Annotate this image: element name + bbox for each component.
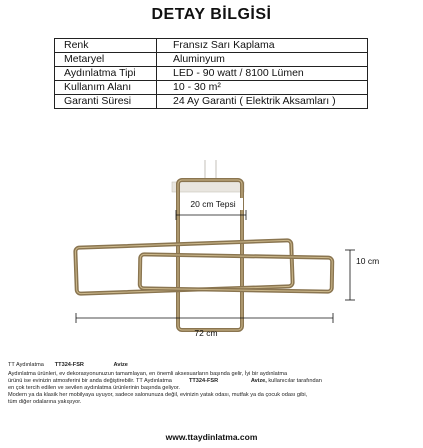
spec-value: 10 - 30 m² — [157, 81, 368, 95]
spec-row — [55, 67, 368, 81]
spec-value: Aluminyum — [157, 53, 368, 67]
footer-category: Avize — [113, 362, 128, 368]
spec-row — [55, 53, 368, 67]
spec-label: Kullanım Alanı — [55, 81, 157, 95]
footer-text-1: Aydınlatma ürünleri, ev dekorasyonunuzun tamamlayan, en önemli aksesuarların başında gelir, İyi bir aydınlatma — [8, 371, 288, 377]
spec-row — [55, 95, 368, 109]
spec-label: Renk — [55, 39, 157, 53]
product-drawing — [0, 160, 423, 360]
spec-value: Fransız Sarı Kaplama — [157, 39, 368, 53]
spec-label: Aydınlatma Tipi — [55, 67, 157, 81]
spec-label: Metaryel — [55, 53, 157, 67]
spec-label: Garanti Süresi — [55, 95, 157, 109]
frame-wide — [75, 240, 292, 294]
footer-product-line — [8, 362, 128, 369]
footer-text-2a: ürünü ise evinizin atmosferini bir anda değiştirebilir. TT Aydınlatma — [8, 378, 172, 384]
spec-value: 24 Ay Garanti ( Elektrik Aksamları ) — [157, 95, 368, 109]
spec-row — [55, 81, 368, 95]
footer-text-2 — [8, 378, 322, 385]
footer-text-2-code: TT324-FSR — [188, 378, 219, 384]
footer-text-4: Modern ya da klasik her mobilyaya uyuyor, sadece salonunuza değil, evinizin yatak odası, mutfak ya da çocuk odası gibi, — [8, 392, 308, 398]
dimension-height — [345, 250, 355, 300]
spec-row — [55, 39, 368, 53]
ceiling-tray — [172, 182, 244, 192]
dimension-width-label: 72 cm — [194, 328, 218, 338]
page-title: DETAY BİLGİSİ — [151, 6, 272, 23]
frame-lower — [140, 254, 333, 291]
dimension-height-label: 10 cm — [356, 256, 380, 266]
dimension-top — [176, 210, 246, 220]
spec-value: LED - 90 watt / 8100 Lümen — [157, 67, 368, 81]
footer-code: TT324-FSR — [54, 362, 84, 368]
dimension-width — [76, 313, 333, 323]
dimension-top-label: 20 cm Tepsi — [190, 199, 236, 209]
spec-table — [54, 38, 368, 109]
footer-text-2-cat: Avize, — [250, 378, 267, 384]
footer-text-5: tüm diğer odalarına yakışıyor. — [8, 399, 82, 405]
footer-text-2b: kullanıcılar tarafından — [266, 378, 322, 384]
footer-text-3: en çok tercih edilen ve sevilen aydınlatma ürünlerinin başında geliyor. — [8, 385, 180, 391]
website-url: www.ttaydinlatma.com — [165, 432, 258, 442]
footer-brand: TT Aydınlatma — [8, 362, 44, 368]
